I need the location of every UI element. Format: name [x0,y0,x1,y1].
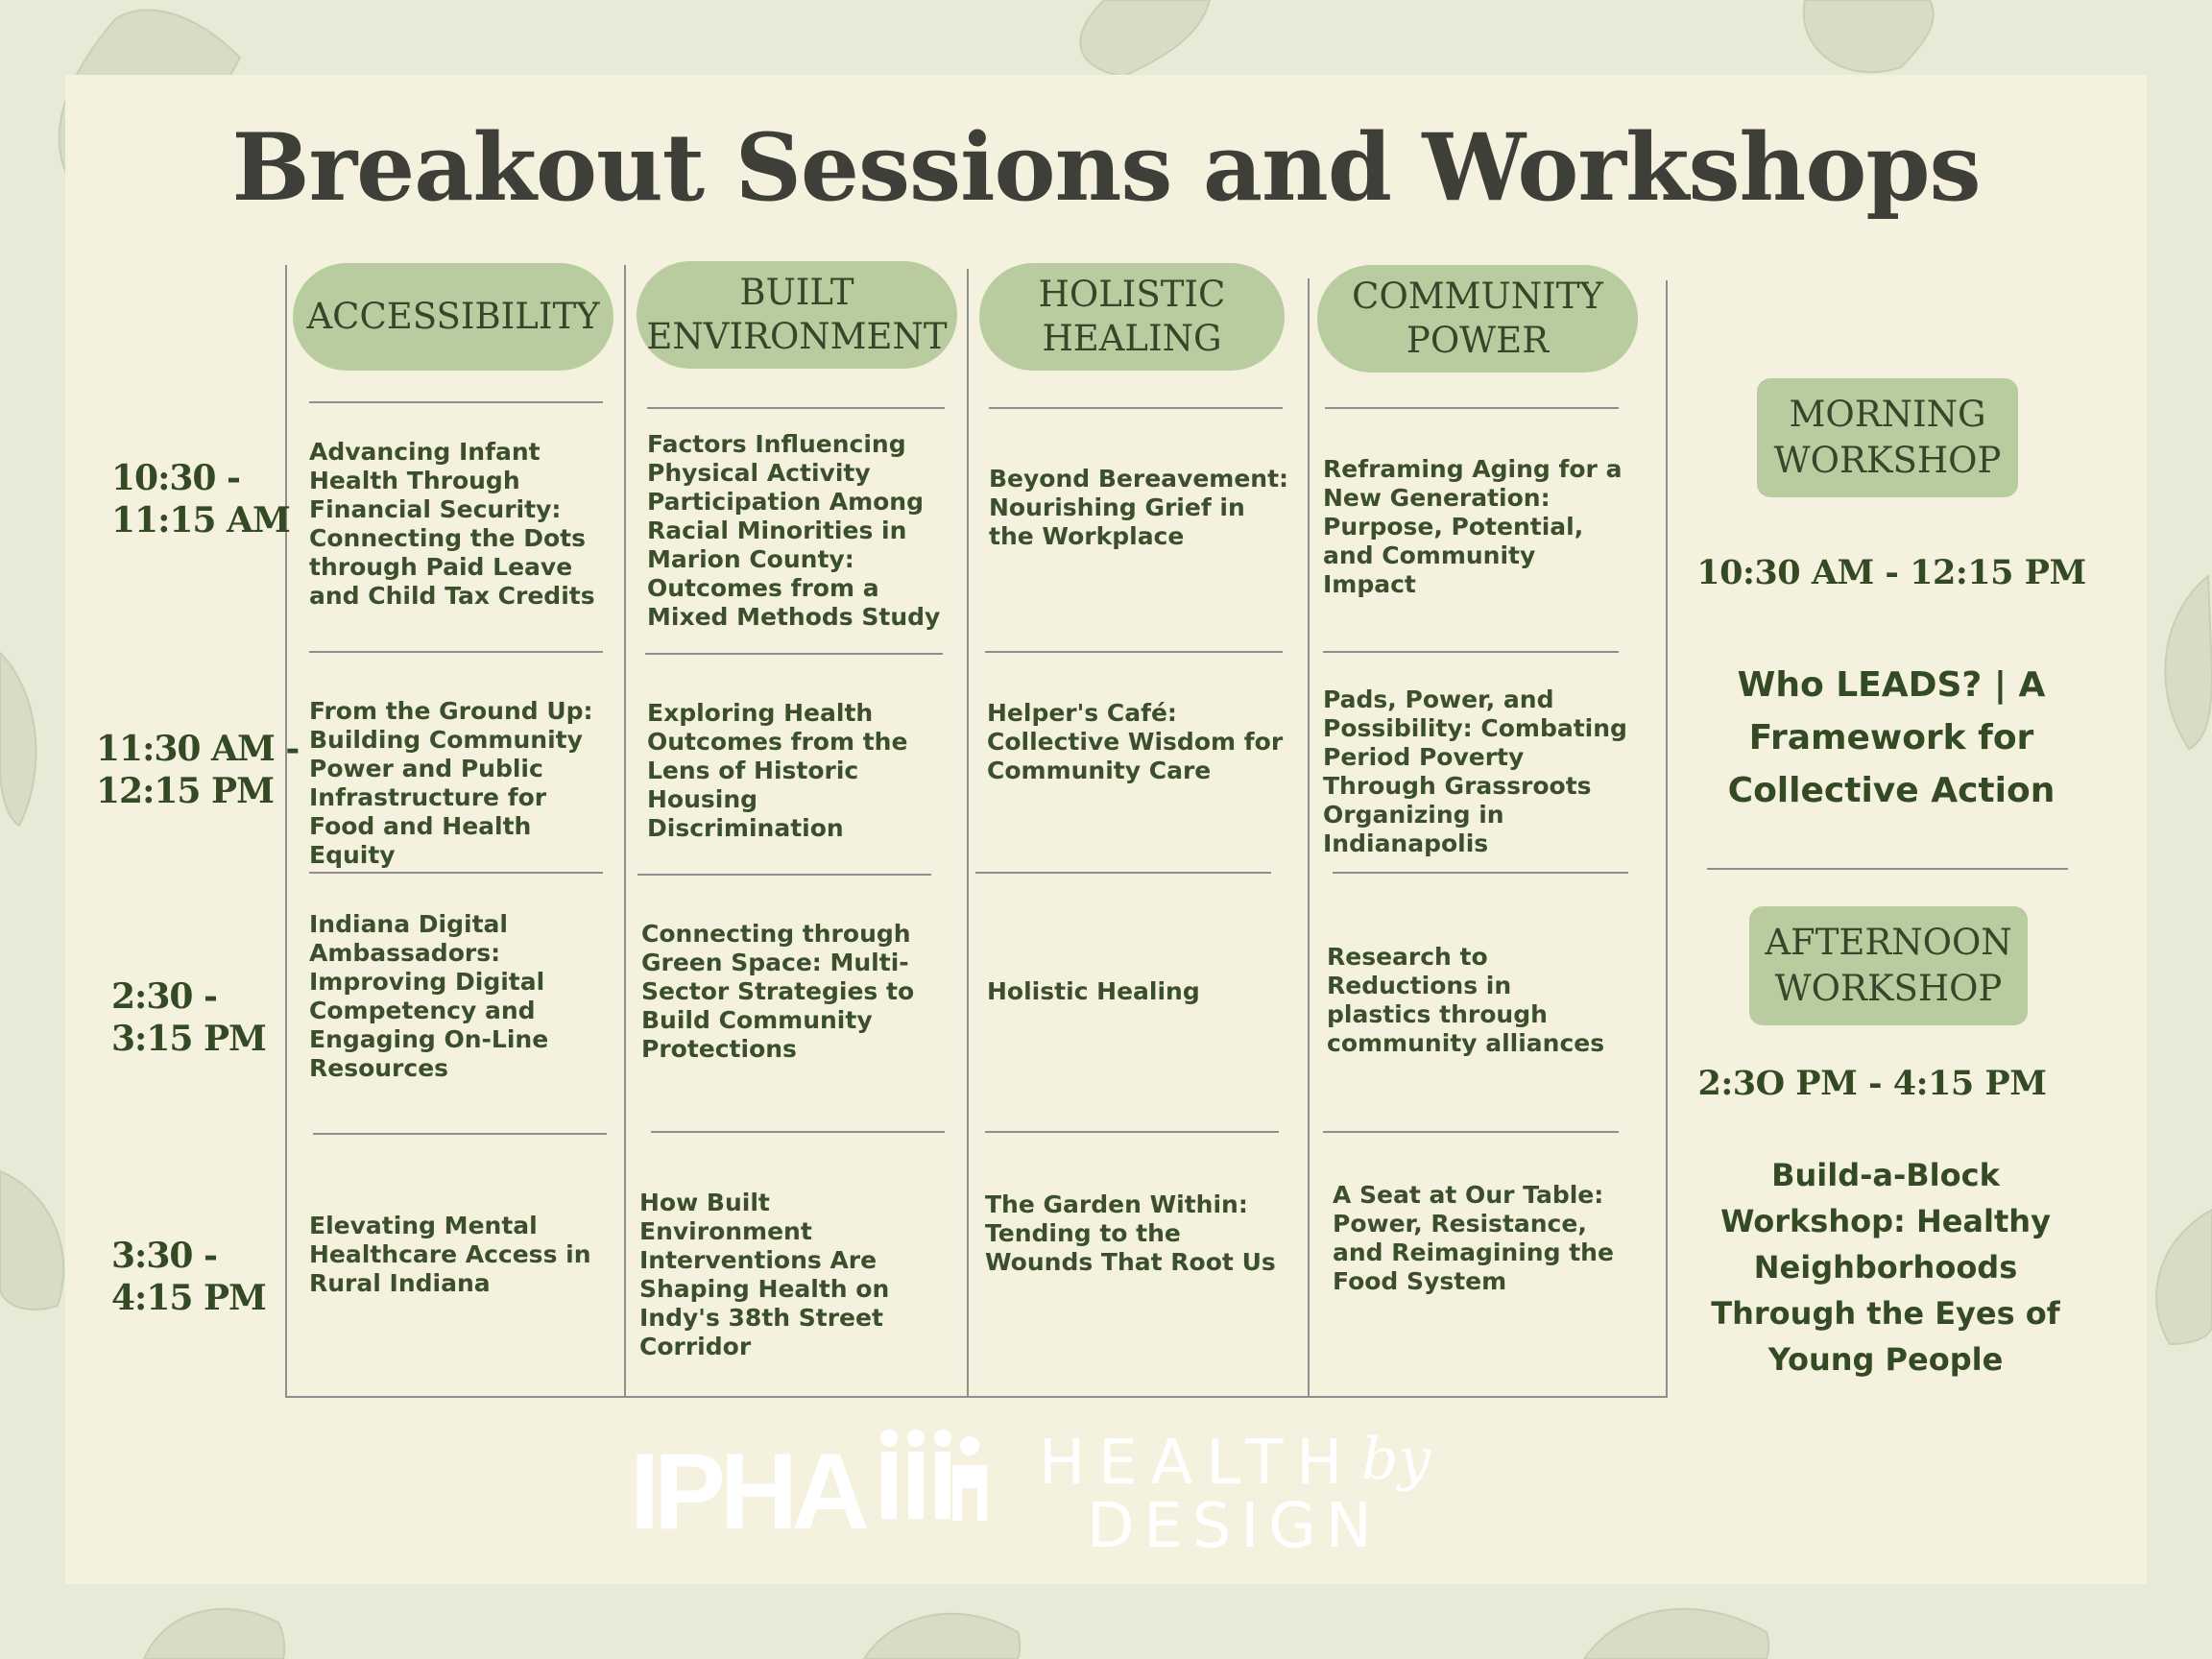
time-slot: 10:30 - 11:15 AM [111,458,290,541]
session-cell: Helper's Café: Collective Wisdom for Community Care [987,699,1284,784]
afternoon-workshop-label: AFTERNOON WORKSHOP [1749,906,2028,1025]
grid-bottom-line [285,1396,1668,1398]
grid-vertical-line [1308,278,1310,1398]
grid-vertical-line [624,265,626,1398]
row-divider [309,401,603,403]
afternoon-workshop-time: 2:3O PM - 4:15 PM [1697,1064,2047,1103]
session-cell: Pads, Power, and Possibility: Combating Period Poverty Through Grassroots Organizing in Indianapolis [1323,685,1627,857]
row-divider [309,651,603,653]
session-cell: The Garden Within: Tending to the Wounds That Root Us [985,1190,1276,1276]
row-divider [1323,1131,1619,1133]
page-title: Breakout Sessions and Workshops [231,113,1981,222]
session-cell: Elevating Mental Healthcare Access in Rural Indiana [309,1212,591,1297]
grid-vertical-line [285,265,287,1398]
track-header-holistic-healing: HOLISTIC HEALING [979,263,1285,371]
session-cell: Indiana Digital Ambassadors: Improving Digital Competency and Engaging On-Line Resources [309,910,549,1082]
row-divider [1333,872,1628,874]
session-cell: Factors Influencing Physical Activity Participation Among Racial Minorities in Marion County: Outcomes from a Mixed Methods Study [647,430,941,631]
session-cell: How Built Environment Interventions Are Shaping Health on Indy's 38th Street Corridor [639,1189,890,1360]
row-divider [645,653,943,655]
session-cell: From the Ground Up: Building Community Power and Public Infrastructure for Food and Health Equity [309,697,593,869]
row-divider [1325,407,1619,409]
morning-workshop-time: 10:30 AM - 12:15 PM [1696,553,2086,592]
session-cell: Beyond Bereavement: Nourishing Grief in the Workplace [989,465,1289,550]
session-cell: Advancing Infant Health Through Financial Security: Connecting the Dots through Paid Leave and Child Tax Credits [309,438,595,610]
morning-workshop-label: MORNING WORKSHOP [1757,378,2018,497]
row-divider [651,1131,945,1133]
session-cell: Reframing Aging for a New Generation: Purpose, Potential, and Community Impact [1323,455,1623,598]
row-divider [647,407,945,409]
afternoon-workshop-title: Build-a-Block Workshop: Healthy Neighborhoods Through the Eyes of Young People [1711,1157,2060,1378]
time-slot: 11:30 AM - 12:15 PM [96,729,300,811]
row-divider [637,874,931,876]
track-header-community-power: COMMUNITY POWER [1317,265,1638,373]
workshop-divider [1707,868,2068,870]
session-cell: Connecting through Green Space: Multi-Sector Strategies to Build Community Protections [641,920,915,1063]
session-cell: A Seat at Our Table: Power, Resistance, and Reimagining the Food System [1333,1181,1614,1295]
ipha-logo: IPHA [630,1431,864,1551]
session-cell: Holistic Healing [987,977,1200,1005]
morning-workshop-title: Who LEADS? | A Framework for Collective Action [1727,665,2056,810]
grid-vertical-line [967,269,969,1398]
row-divider [985,1131,1279,1133]
session-cell: Exploring Health Outcomes from the Lens of Historic Housing Discrimination [647,699,908,842]
track-header-accessibility: ACCESSIBILITY [293,263,613,371]
row-divider [1323,651,1619,653]
time-slot: 2:30 - 3:15 PM [111,976,266,1059]
session-cell: Research to Reductions in plastics through community alliances [1327,943,1605,1057]
row-divider [313,1133,607,1135]
track-header-built-environment: BUILT ENVIRONMENT [637,261,957,369]
health-by-design-logo-design: DESIGN [1087,1491,1382,1562]
grid-vertical-line [1666,280,1668,1398]
health-by-design-logo: HEALTH [1039,1428,1357,1499]
row-divider [975,872,1271,874]
row-divider [309,872,603,874]
row-divider [989,407,1283,409]
people-icon [870,1427,995,1532]
time-slot: 3:30 - 4:15 PM [111,1236,266,1318]
row-divider [985,651,1283,653]
health-by-design-logo-by: by [1361,1426,1431,1493]
